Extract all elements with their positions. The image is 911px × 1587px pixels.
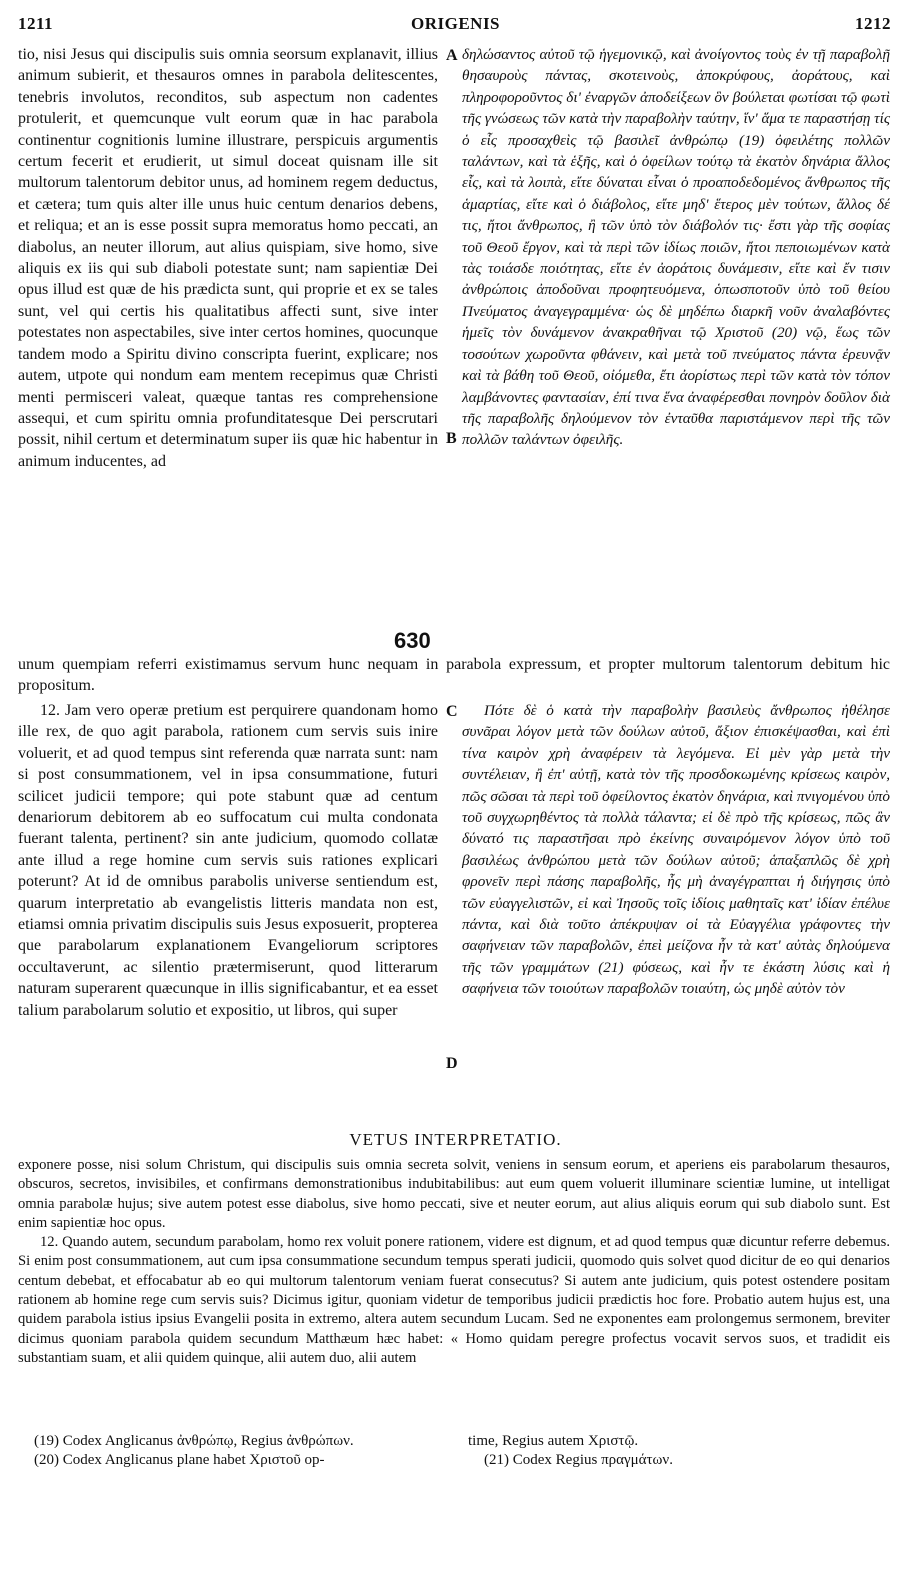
latin-continuation-text: unum quempiam referri existimamus servum hunc nequam in parabola expressum, et propter multorum talentorum debitum hic propositum.: [18, 656, 890, 695]
margin-marker-c: C: [446, 703, 458, 720]
footnotes-left: [34, 1432, 454, 1470]
margin-marker-a: A: [446, 47, 458, 64]
greek-column-bottom: [462, 700, 890, 1000]
greek-paragraph: δηλώσαντος αὐτοῦ τῷ ἡγεμονικῷ, καὶ ἀνοίγοντος τοὺς ἐν τῇ παραβολῇ θησαυροὺς πάντας, σκοτεινοὺς, ἀποκρύφους, ἀοράτους, καὶ πληροφοροῦντος δι' ἐναργῶν ἀποδείξεων ὃν βούλεται φωτίσαι τῷ φωτὶ τῆς γνώσεως τῶν κατὰ τὴν παραβολὴν ταύτην, ἵν' ἅμα τε παραστήσῃ τίς ὁ εἷς προσαχθεὶς τῷ βασιλεῖ ἀνθρώπῳ (19) ὀφειλέτης πολλῶν ταλάντων, καὶ τὰ ἑξῆς, καὶ ὁ ὀφείλων τούτῳ τὰ ἑκατὸν δηνάρια ἄλλος εἷς, καὶ τὰ λοιπὰ, εἴτε δύναται εἶναι ὁ προαποδεδομένος ἄνθρωπος τῆς ἁμαρτίας, εἴτε καὶ ὁ διάβολος, εἴτε μηδ' ἕτερος μὲν τούτων, ἄλλος δέ τις, ἤτοι ἄνθρωπος, ἢ τῶν ὑπὸ τὸν διάβολόν τις· ἔστι γὰρ τῆς σοφίας τοῦ Θεοῦ ἔργον, καὶ τὰ περὶ τῶν ἰδίως ποιῶν, ἤτοι πεποιωμένων κατὰ τὰς τοιάσδε ποιότητας, εἴτε ἐν ἀοράτοις δυνάμεσιν, εἴτε καὶ ἔν τισιν ἀνθρώποις ἀποδοῦναι προφητευόμενα, ὁπωσποτοῦν ὑπὸ τοῦ θείου Πνεύματος ἀναγεγραμμένα· ὡς δὲ μηδέπω διαρκῆ νοῦν ἀναλαβόντες ἡμεῖς τὸν δυνάμενον ἀνακραθῆναι τῷ Χριστοῦ (20) νῷ, ἕως τῶν τοσούτων χωροῦντα φθάνειν, καὶ μετὰ τοῦ πνεύματος πάντα ἐρευνᾷν καὶ τὰ βάθη τοῦ Θεοῦ, οἰόμεθα, ἔτι ἀορίστως περὶ τῶν κατὰ τὸν τόπον λαμβάνοντες φαντασίαν, ἐπί τινα ἕνα ἀναφέρεσθαι πονηρὸν δοῦλον διὰ τῆς παραβολῆς δηλούμενον τὸν ἐνταῦθα παριστάμενον περὶ τῆς τῶν πολλῶν ταλάντων ὀφειλῆς.: [462, 46, 890, 449]
vetus-paragraph-1: exponere posse, nisi solum Christum, qui discipulis suis omnia secreta solvit, veniens in sensum eorum, et aperiens eis parabolarum thesauros, obscuros, secretos, invisibiles, et confirmans demonstrationibus indubitabilibus: aut eum quem voluerit illuminare scientiæ lumine, ut intelligat omnia parabolæ hujus; sive autem potest esse diabolus, sive homo peccati, sive et neuter eorum, aut alius aliquis eorum qui sub diabolo sunt. Est enim sapientiæ hoc opus.: [18, 1157, 890, 1231]
footnote-20: (20) Codex Anglicanus plane habet Χριστοῦ op-: [34, 1452, 325, 1468]
latin-paragraph: tio, nisi Jesus qui discipulis suis omnia seorsum explanavit, illius animum subierit, et thesauros omnes in parabola delitescentes, tenebris involutos, reconditos, sub aspectum non cadentes protulerit, et quemcunque vult eorum quæ in hac parabola continentur cognitionis lumine illustrare, perspicuis argumentis certum fecerit et erudierit, ut simul doceat quisnam ille sit multorum talentorum debitor unus, ad hominem regem deductus, et cætera; tum quis alter ille unus huic centum denarios debens, et reliqua; et an is esse possit supra memoratus homo peccati, an diabolus, an neuter illorum, aut alius quispiam, sive homo, sive aliquis ex iis qui sub diaboli potestate sunt; nam sapientiæ Dei opus illud est quæ de his prædicta sunt, qui proprie et ex se tales sunt, vel qui certis his qualitatibus affecti sunt, sive inter potestates non aspectabiles, sive inter certos homines, quocunque tandem modo a Spiritu divino conscripta fuerint, explicare; nos autem, utpote qui nondum eam mentem recepimus quæ Christi menti permisceri valeat, quæque tantas res comprehensione assequi, et cum spiritu omnia profunditatesque Dei perscrutari possit, nihil certum et determinatum super iis quæ hic habentur in animum inducentes, ad: [18, 46, 438, 470]
column-number-right: 1212: [855, 14, 891, 33]
column-number-left: 1211: [18, 14, 54, 33]
footnotes-right: [468, 1432, 888, 1470]
column-marker-630: 630: [394, 628, 431, 653]
vetus-paragraph-12: 12. Quando autem, secundum parabolam, homo rex voluit ponere rationem, videre est dignum, et ad quod tempus quæ dicuntur referre debemus. Si enim post consummationem, aut cum ipsa consummatione secundum tempus sperati judicii, quomodo quis solvet quod dicitur de eo qui denarios centum debebat, et effocabatur ab eo qui multorum talentorum veniam fuerat consecutus? Si autem ante judicium, quis potest ostendere positam rationem ab homine rege cum servis suis? Dicimus igitur, quoniam videtur de temporibus judicii prædictis hoc fore. Probatio autem hujus est, una quidem parabola istius ipsius Evangelii posita in extremo, altera autem secundum Lucam. Sed ne exponentes eam prolongemus sermonem, breviter dicimus quoniam parabola quidem secundum Matthæum hæc habet: « Homo quidam peregre profectus vocavit servos suos, et tradidit eis substantiam suam, et alii quidem quinque, alii autem duo, alii autem: [18, 1234, 890, 1366]
margin-marker-d: D: [446, 1055, 458, 1072]
latin-column-top: [18, 44, 438, 472]
greek-column-top: [462, 44, 890, 451]
vetus-interpretatio-heading: VETUS INTERPRETATIO.: [349, 1130, 562, 1149]
latin-paragraph-12: 12. Jam vero operæ pretium est perquirere quandonam homo ille rex, de quo agit parabola, rationem cum servis suis inire voluerit, et ad quod tempus sint referenda quæ narrata sunt: nam si post consummationem, vel in ipsa consummatione, futuri scilicet judicii tempore; qui pote stabunt quæ ad centum denariorum debitorem ab eo suffocatum cui multa condonata fuerant talenta, pertinent? sin ante judicium, quomodo collatæ ante illud a rege homine cum servis suis rationes explicari poterunt? At id de omnibus parabolis universe sentiendum est, quarum interpretatio ab evangelistis litteris mandata non est, etiamsi omnia privatim discipulis suis Jesus exposuerit, propterea que parabolarum explanationem Evangeliorum scriptores occultaverunt, ac silentio prætermiserunt, quod litterarum naturam superarent quæcunque in illis significabantur, et ea esset talium parabolarum solutio et expositio, ut libros, qui super: [18, 702, 438, 1019]
footnote-21: (21) Codex Regius πραγμάτων.: [484, 1452, 673, 1468]
vetus-interpretatio-text: [18, 1156, 890, 1368]
greek-paragraph-12: Πότε δὲ ὁ κατὰ τὴν παραβολὴν βασιλεὺς ἄνθρωπος ἠθέλησε συνᾶραι λόγον μετὰ τῶν δούλων αὐτοῦ, ἄξιον ἐπισκέψασθαι, καὶ ἐπὶ τίνα καιρὸν χρὴ ἀναφέρειν τὰ λεγόμενα. Εἰ μὲν γὰρ μετὰ τὴν συντέλειαν, ἢ ἐπ' αὐτῇ, κατὰ τὸν τῆς προσδοκωμένης κρίσεως καιρὸν, πῶς σῶσαι τὰ περὶ τοῦ ὀφείλοντος ἑκατὸν δηνάρια, καὶ πνιγομένου ὑπὸ τοῦ συγχωρηθέντος τὰ πολλὰ τάλαντα; εἰ δὲ πρὸ τῆς κρίσεως, πῶς ἂν δύνατό τις παραστῆσαι πρὸ ἐκείνης συναιρόμενον λόγον ὑπὸ τοῦ βασιλέως ἀνθρώπου μετὰ τῶν δούλων αὐτοῦ; ἁπαξαπλῶς δὲ χρὴ φρονεῖν περὶ πάσης παραβολῆς, ἧς μὴ ἀναγέγραπται ἡ διήγησις ὑπὸ τῶν εὐαγγελιστῶν, εἰ καὶ Ἰησοῦς τοῖς ἰδίοις μαθηταῖς κατ' ἰδίαν ἐπέλυε πάντα, καὶ διὰ τοῦτο ἀπέκρυψαν οἱ τὰ Εὐαγγέλια γράφοντες τὴν σαφήνειαν τῶν παραβολῶν, ἐπεὶ μείζονα ἦν τὰ κατ' αὐτὰς δηλούμενα τῆς τῶν γραμμάτων (21) φύσεως, καὶ ἦν τε ἑκάστη λύσις καὶ ἡ σαφήνεια τῶν τοιούτων παραβολῶν τοιαύτη, ὡς μηδὲ αὐτὸν τὸν: [462, 702, 890, 998]
footnote-19: (19) Codex Anglicanus ἀνθρώπῳ, Regius ἀνθρώπων.: [34, 1433, 354, 1449]
footnote-20-continued: time, Regius autem Χριστῷ.: [468, 1433, 639, 1449]
latin-continuation: [18, 654, 890, 697]
margin-marker-b: B: [446, 430, 457, 447]
running-title: ORIGENIS: [410, 14, 501, 33]
latin-column-bottom: [18, 700, 438, 1021]
